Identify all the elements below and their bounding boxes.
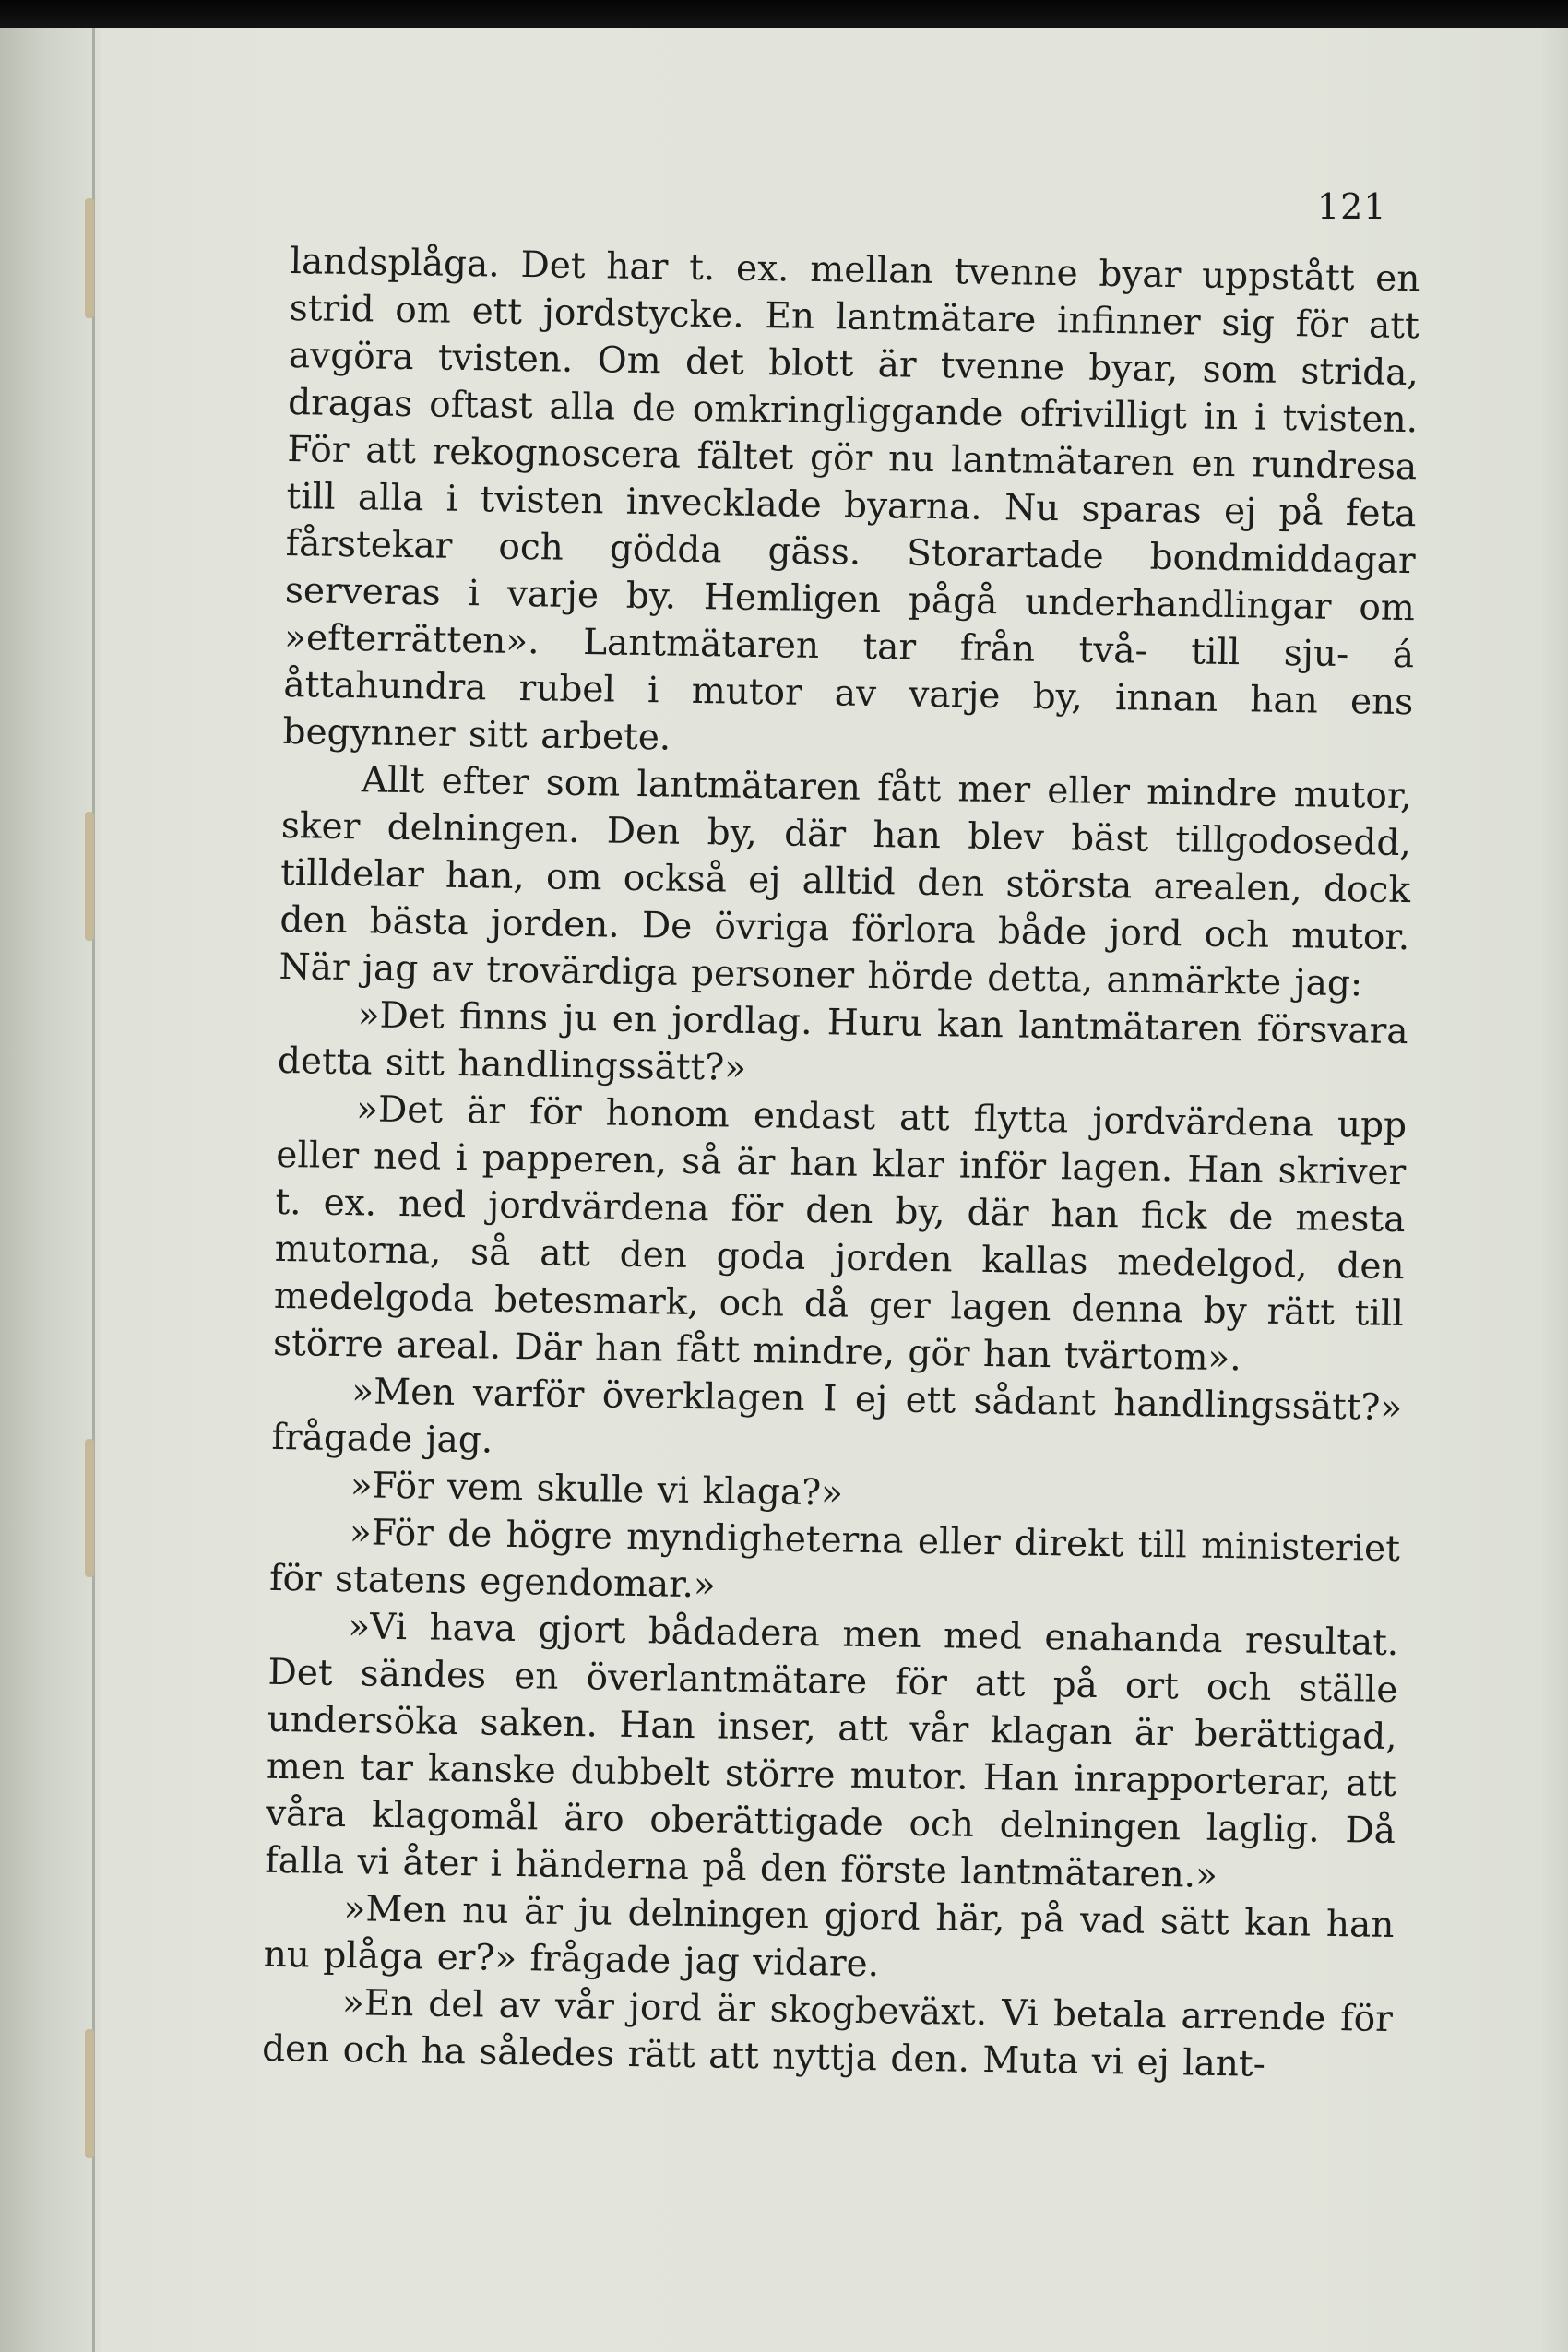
binding-thread-mark <box>85 198 94 318</box>
dialogue-paragraph: »Men nu är ju delningen gjord här, på vad sätt kan han nu plåga er?» frågade jag vidare. <box>263 1888 1395 1986</box>
dialogue-paragraph: »Det finns ju en jordlag. Huru kan lantmätaren försvara detta sitt handlingssätt?» <box>277 994 1408 1089</box>
body-text <box>262 238 1420 2090</box>
binding-thread-mark <box>85 2029 94 2158</box>
dialogue-paragraph: »Men varför överklagen I ej ett sådant handlingssätt?» frågade jag. <box>271 1371 1403 1462</box>
dialogue-paragraph: »Vi hava gjort bådadera men med enahanda resultat. Det sändes en överlantmätare för att på ort och ställe undersöka saken. Han inser, att vår klagan är berättigad, men tar kanske dubbelt större mutor. Han inrapporterar, att våra klagomål äro oberättigade och delningen laglig. Då falla vi åter i händerna på den förste lantmätaren.» <box>265 1606 1399 1897</box>
dialogue-paragraph: »En del av vår jord är skogbeväxt. Vi betala arrende för den och ha således rätt att nyttja den. Muta vi ej lant- <box>261 1982 1394 2085</box>
binding-thread-mark <box>85 812 94 941</box>
dialogue-paragraph: »För vem skulle vi klaga?» <box>350 1465 844 1515</box>
binding-thread-mark <box>85 1439 94 1577</box>
dialogue-paragraph: »Det är för honom endast att flytta jordvärdena upp eller ned i papperen, så är han klar inför lagen. Han skriver t. ex. ned jordvärdena för den by, där han fick de mesta mutorna, så att den goda jorden kallas medelgod, den medelgoda betesmark, och då ger lagen denna by rätt till större areal. Där han fått mindre, gör han tvärtom». <box>272 1088 1408 1380</box>
page-edge-shadow <box>1540 28 1568 2352</box>
paragraph: Allt efter som lantmätaren fått mer eller mindre mutor, sker delningen. Den by, där han blev bäst tillgodosedd, tilldelar han, om också ej alltid den största arealen, dock den bästa jorden. De övriga förlora både jord och mutor. När jag av trovärdiga personer hörde detta, anmärkte jag: <box>279 759 1412 1005</box>
paragraph: landsplåga. Det har t. ex. mellan tvenne byar uppstått en strid om ett jordstycke. En lantmätare infinner sig för att avgöra tvisten. Om det blott är tvenne byar, som strida, dragas oftast alla de omkringliggande ofrivilligt in i tvisten. För att rekognoscera fältet gör nu lantmätaren en rundresa till alla i tvisten invecklade byarna. Nu sparas ej på feta fårstekar och gödda gäss. Storartade bondmiddagar serveras i varje by. Hemligen pågå underhandlingar om »efterrätten». Lantmätaren tar från två- till sju- á åttahundra rubel i mutor av varje by, innan han ens begynner sitt arbete. <box>282 240 1420 759</box>
page-number: 121 <box>1317 186 1387 227</box>
dialogue-paragraph: »För de högre myndigheterna eller direkt till ministeriet för statens egendomar.» <box>268 1512 1401 1607</box>
page-gutter <box>0 28 101 2352</box>
spine-line <box>92 28 95 2352</box>
